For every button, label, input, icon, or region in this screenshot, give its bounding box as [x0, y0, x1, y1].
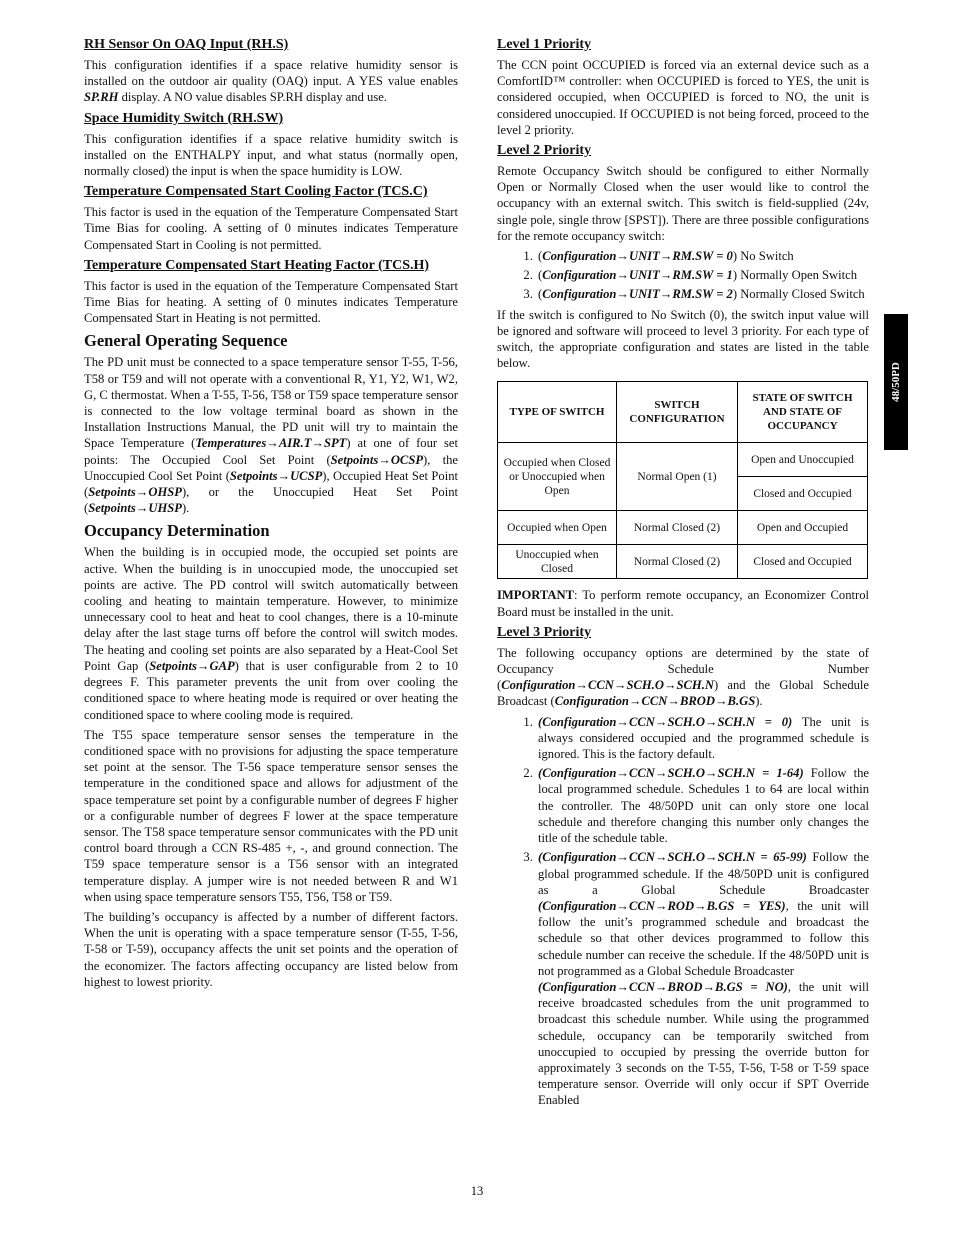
table-cell: Closed and Occupied: [738, 477, 868, 511]
para-general-operating-sequence: The PD unit must be connected to a space temperature sensor T-55, T-56, T58 or T59 and will not operate with a conventional R, Y1, Y2, W1, W2, G, C thermostat. When a T-55, T-56, T58 or T59 space temperature sensor is connected to the low voltage terminal board as shown in the Installation Instructions Manual, the PD unit will try to maintain the Space Temperature (Temperatures→AIR.T→SPT) at one of four set points: The Occupied Cool Set Point (Setpoints→OCSP), the Unoccupied Cool Set Point (Setpoints→UCSP), Occupied Heat Set Point (Setpoints→OHSP), or the Unoccupied Heat Set Point (Setpoints→UHSP).: [84, 355, 459, 516]
table-cell: Unoccupied when Closed: [498, 545, 617, 579]
para-occupancy-3: The building’s occupancy is affected by a number of different factors. When the unit is operating with a space temperature sensor (T-55, T-56, T-58 or T-59), occupancy affects the unit set points and the operation of the economizer. The factors affecting occupancy are listed below from highest to lowest priority.: [84, 909, 458, 989]
table-cell: Normal Closed (2): [617, 511, 738, 545]
list-item: 2. (Configuration→UNIT→RM.SW = 1) Normally Open Switch: [536, 267, 869, 283]
para-level-2: Remote Occupancy Switch should be configured to either Normally Open or Normally Closed when the user would like to control the occupancy with an external switch. This switch is field-supplied (24v, single pole, single throw [SPST]). There are three possible configurations for the remote occupancy switch:: [497, 164, 869, 243]
table-cell: Normal Closed (2): [617, 545, 738, 579]
table-cell: Closed and Occupied: [738, 545, 868, 579]
table-header: SWITCH CONFIGURATION: [617, 382, 738, 443]
para-tcs-heating: This factor is used in the equation of the Temperature Compensated Start Time Bias for heating. A setting of 0 minutes indicates Temperature Compensated Start in Heating is not permitted.: [84, 278, 458, 326]
heading-general-operating-sequence: General Operating Sequence: [84, 331, 288, 351]
para-level-2b: If the switch is configured to No Switch (0), the switch input value will be ignored and software will proceed to level 3 priority. For each type of switch, the appropriate configuration and states are listed in the table below.: [497, 307, 869, 371]
right-column: [497, 36, 869, 1113]
para-space-humidity: This configuration identifies if a space relative humidity switch is installed on the ENTHALPY input, and what status (normally open, normally closed) the input is when the space humidity is LOW.: [84, 131, 458, 179]
para-occupancy-1: When the building is in occupied mode, the occupied set points are active. When the building is in unoccupied mode, the unoccupied set points are active. The PD control will switch automatically between cooling and heating to maintain temperature. However, to minimize unnecessary cool to heat and heat to cool changes, there is a 10-minute delay after the last stage turns off before the control will switch modes. The heating and cooling set points are also separated by a Heat-Cool Set Point Gap (Setpoints→GAP) that is user configurable from 2 to 10 degrees F. This parameter prevents the unit from over cooling the conditioned space to where heating mode is required or over heating the conditioned space to where cooling mode is required.: [84, 545, 458, 722]
list-item: 1. (Configuration→UNIT→RM.SW = 0) No Switch: [536, 248, 869, 264]
table-cell: Open and Occupied: [738, 511, 868, 545]
heading-occupancy-determination: Occupancy Determination: [84, 521, 270, 541]
para-level-3: The following occupancy options are determined by the state of Occupancy Schedule Number (Configuration→CCN→SCH.O→SCH.N) and the Global Schedule Broadcast (Configuration→CCN→BROD→B.GS).: [497, 645, 869, 709]
page-number: 13: [470, 1184, 484, 1198]
heading-tcs-heating: Temperature Compensated Start Heating Factor (TCS.H): [84, 257, 430, 273]
table-row: [498, 443, 868, 477]
table-header: TYPE OF SWITCH: [498, 382, 617, 443]
list-item: 3. (Configuration→UNIT→RM.SW = 2) Normally Closed Switch: [536, 286, 869, 302]
list-item: 2. (Configuration→CCN→SCH.O→SCH.N = 1-64) Follow the local programmed schedule. Schedules 1 to 64 are local within the controller. The 48/50PD unit can only store one local schedule and therefore changing this number only changes the title of the schedule table.: [536, 765, 869, 846]
table-row: [498, 545, 868, 579]
table-cell: Normal Open (1): [617, 443, 738, 511]
switch-table: [497, 381, 868, 579]
heading-rh-sensor: RH Sensor On OAQ Input (RH.S): [84, 37, 289, 52]
heading-level-3: Level 3 Priority: [497, 624, 592, 640]
table-header: STATE OF SWITCH AND STATE OF OCCUPANCY: [738, 382, 868, 443]
para-level-1: The CCN point OCCUPIED is forced via an external device such as a ComfortID™ controller: when OCCUPIED is forced to YES, the unit is considered occupied, when OCCUPIED is forced to NO, the unit is considered unoccupied. If OCCUPIED is not being forced, proceed to the level 2 priority.: [497, 58, 869, 137]
side-tab-label: 48/50PD: [890, 362, 902, 402]
table-cell: Occupied when Open: [498, 511, 617, 545]
table-header-row: [498, 382, 868, 443]
table-cell: Open and Unoccupied: [738, 443, 868, 477]
table-row: [498, 511, 868, 545]
heading-level-1: Level 1 Priority: [497, 37, 592, 52]
heading-tcs-cooling: Temperature Compensated Start Cooling Factor (TCS.C): [84, 184, 428, 200]
table-cell: Occupied when Closed or Unoccupied when Open: [498, 443, 617, 511]
list-item: 3. (Configuration→CCN→SCH.O→SCH.N = 65-99) Follow the global programmed schedule. If the 48/50PD unit is configured as a Global Schedule Broadcaster (Configuration→CCN→ROD→B.GS = YES), the unit will follow the unit’s programmed schedule and broadcast the schedule so that other devices programmed to follow this schedule number can receive the schedule. If the 48/50PD unit is not programmed as a Global Schedule Broadcaster (Configuration→CCN→BROD→B.GS = NO), the unit will receive broadcasted schedules from the unit programmed to broadcast this schedule number. While using the programmed schedule, occupancy can be temporarily switched from unoccupied to occupied by pressing the override button for approximately 3 seconds on the T-55, T-56, T-58 or T-59 space temperature sensor. Override will only occur if SPT Override Enabled: [536, 849, 869, 1108]
para-rh-sensor: This configuration identifies if a space relative humidity sensor is installed on the outdoor air quality (OAQ) input. A YES value enables SP.RH display. A NO value disables SP.RH display and use.: [84, 58, 458, 105]
heading-space-humidity: Space Humidity Switch (RH.SW): [84, 110, 284, 126]
section-side-tab: [884, 314, 908, 450]
level-2-list: [497, 248, 869, 303]
left-column: [84, 36, 458, 994]
para-important: IMPORTANT: To perform remote occupancy, an Economizer Control Board must be installed in the unit.: [497, 588, 869, 619]
para-occupancy-2: The T55 space temperature sensor senses the temperature in the conditioned space with no provisions for adjusting the space temperature set point at the sensor. The T-56 space temperature sensor senses the temperature in the conditioned space and allows for adjustment of the space temperature set point by a configurable number of degrees F higher or a configurable number of degrees F lower at the space temperature sensor. The T58 space temperature sensor communicates with the PD unit control board through a CCN RS-485 +, -, and ground connection. The T59 space temperature sensor is a T56 sensor with an integrated temperature display. A jumper wire is not needed between R and W1 when using space temperature sensors T55, T56, T58 or T59.: [84, 727, 458, 904]
level-3-list: [497, 714, 869, 1109]
para-tcs-cooling: This factor is used in the equation of the Temperature Compensated Start Time Bias for cooling. A setting of 0 minutes indicates Temperature Compensated Start in Cooling is not permitted.: [84, 205, 458, 252]
heading-level-2: Level 2 Priority: [497, 143, 592, 159]
list-item: 1. (Configuration→CCN→SCH.O→SCH.N = 0) The unit is always considered occupied and the programmed schedule is ignored. This is the factory default.: [536, 714, 869, 763]
